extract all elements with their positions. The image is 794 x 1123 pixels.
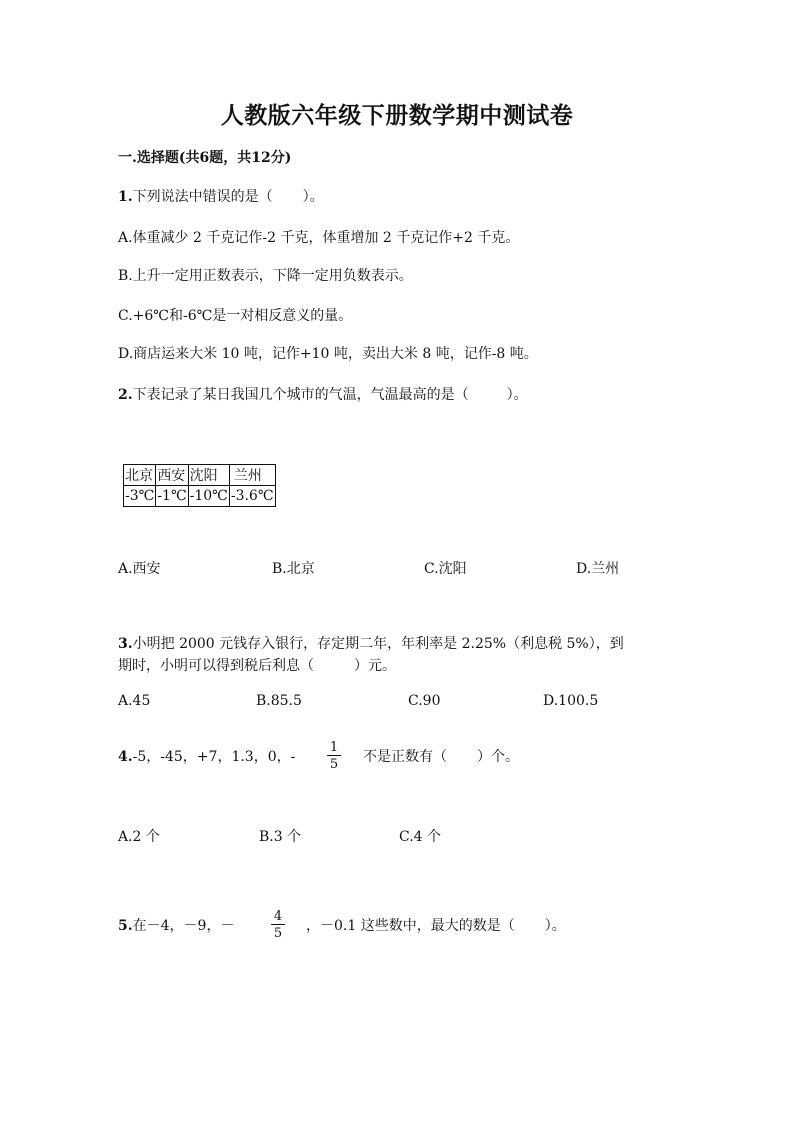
table-cell: 西安 (156, 465, 188, 486)
section-heading: 一.选择题(共6题，共12分) (118, 150, 292, 166)
question-5 (118, 915, 234, 935)
option-a: A.2 个 (118, 829, 160, 845)
question-3-line-2 (118, 655, 396, 675)
option-b: B.北京 (272, 561, 315, 577)
question-1 (118, 186, 324, 206)
fraction-denominator: 5 (329, 757, 339, 772)
fraction-denominator: 5 (273, 926, 283, 941)
option-b: B.3 个 (259, 829, 302, 845)
option-a: A.45 (118, 693, 151, 709)
fraction (327, 740, 341, 773)
option-c: C.+6℃和-6℃是一对相反意义的量。 (118, 308, 353, 324)
question-text: 不是正数有（ (363, 749, 447, 765)
table-row (124, 486, 276, 507)
question-text: 下列说法中错误的是（ (132, 189, 273, 205)
table-cell: 沈阳 (188, 465, 229, 486)
option-d: D.商店运来大米 10 吨，记作+10 吨，卖出大米 8 吨，记作-8 吨。 (118, 346, 538, 362)
question-text-end: ）。 (506, 387, 528, 403)
question-4 (118, 746, 295, 766)
table-cell: 兰州 (229, 465, 275, 486)
question-text: 在－4，－9，－ (132, 918, 235, 934)
temperature-table (123, 464, 276, 507)
option-c: C.沈阳 (424, 561, 467, 577)
question-text: 小明把 2000 元钱存入银行，存定期二年，年利率是 2.25%（利息税 5%），到 (132, 636, 624, 652)
question-number: 4. (118, 749, 133, 765)
option-a: A.西安 (118, 561, 161, 577)
table-cell: -3.6℃ (229, 486, 275, 507)
question-number: 1. (118, 189, 133, 205)
question-text-end: ）个。 (477, 749, 519, 765)
table-cell: -10℃ (188, 486, 229, 507)
question-3 (118, 633, 624, 653)
fraction (271, 909, 285, 942)
question-number: 5. (118, 918, 133, 934)
option-b: B.上升一定用正数表示，下降一定用负数表示。 (118, 268, 413, 284)
table-cell: -3℃ (124, 486, 156, 507)
table-cell: -1℃ (156, 486, 188, 507)
option-b: B.85.5 (256, 693, 302, 709)
question-number: 2. (118, 387, 133, 403)
fraction-numerator: 1 (327, 740, 341, 756)
option-d: D.100.5 (543, 693, 599, 709)
option-c: C.90 (408, 693, 441, 709)
option-a: A.体重减少 2 千克记作-2 千克，体重增加 2 千克记作+2 千克。 (118, 230, 520, 246)
table-cell: 北京 (124, 465, 156, 486)
table-row (124, 465, 276, 486)
question-5-end (306, 915, 566, 935)
option-d: D.兰州 (576, 561, 620, 577)
question-text: -5，-45，+7，1.3，0，- (132, 749, 296, 765)
question-text: 期时，小明可以得到税后利息（ (118, 658, 314, 674)
question-text-end: ）。 (302, 189, 324, 205)
option-c: C.4 个 (399, 829, 442, 845)
question-text-end: ）。 (544, 918, 566, 934)
question-number: 3. (118, 636, 133, 652)
page-title: 人教版六年级下册数学期中测试卷 (220, 102, 574, 129)
question-text-end: ）元。 (354, 658, 396, 674)
question-4-end (363, 746, 519, 766)
question-text: ，－0.1 这些数中，最大的数是（ (306, 918, 515, 934)
question-text: 下表记录了某日我国几个城市的气温，气温最高的是（ (132, 387, 469, 403)
fraction-numerator: 4 (271, 909, 285, 925)
question-2 (118, 384, 528, 404)
